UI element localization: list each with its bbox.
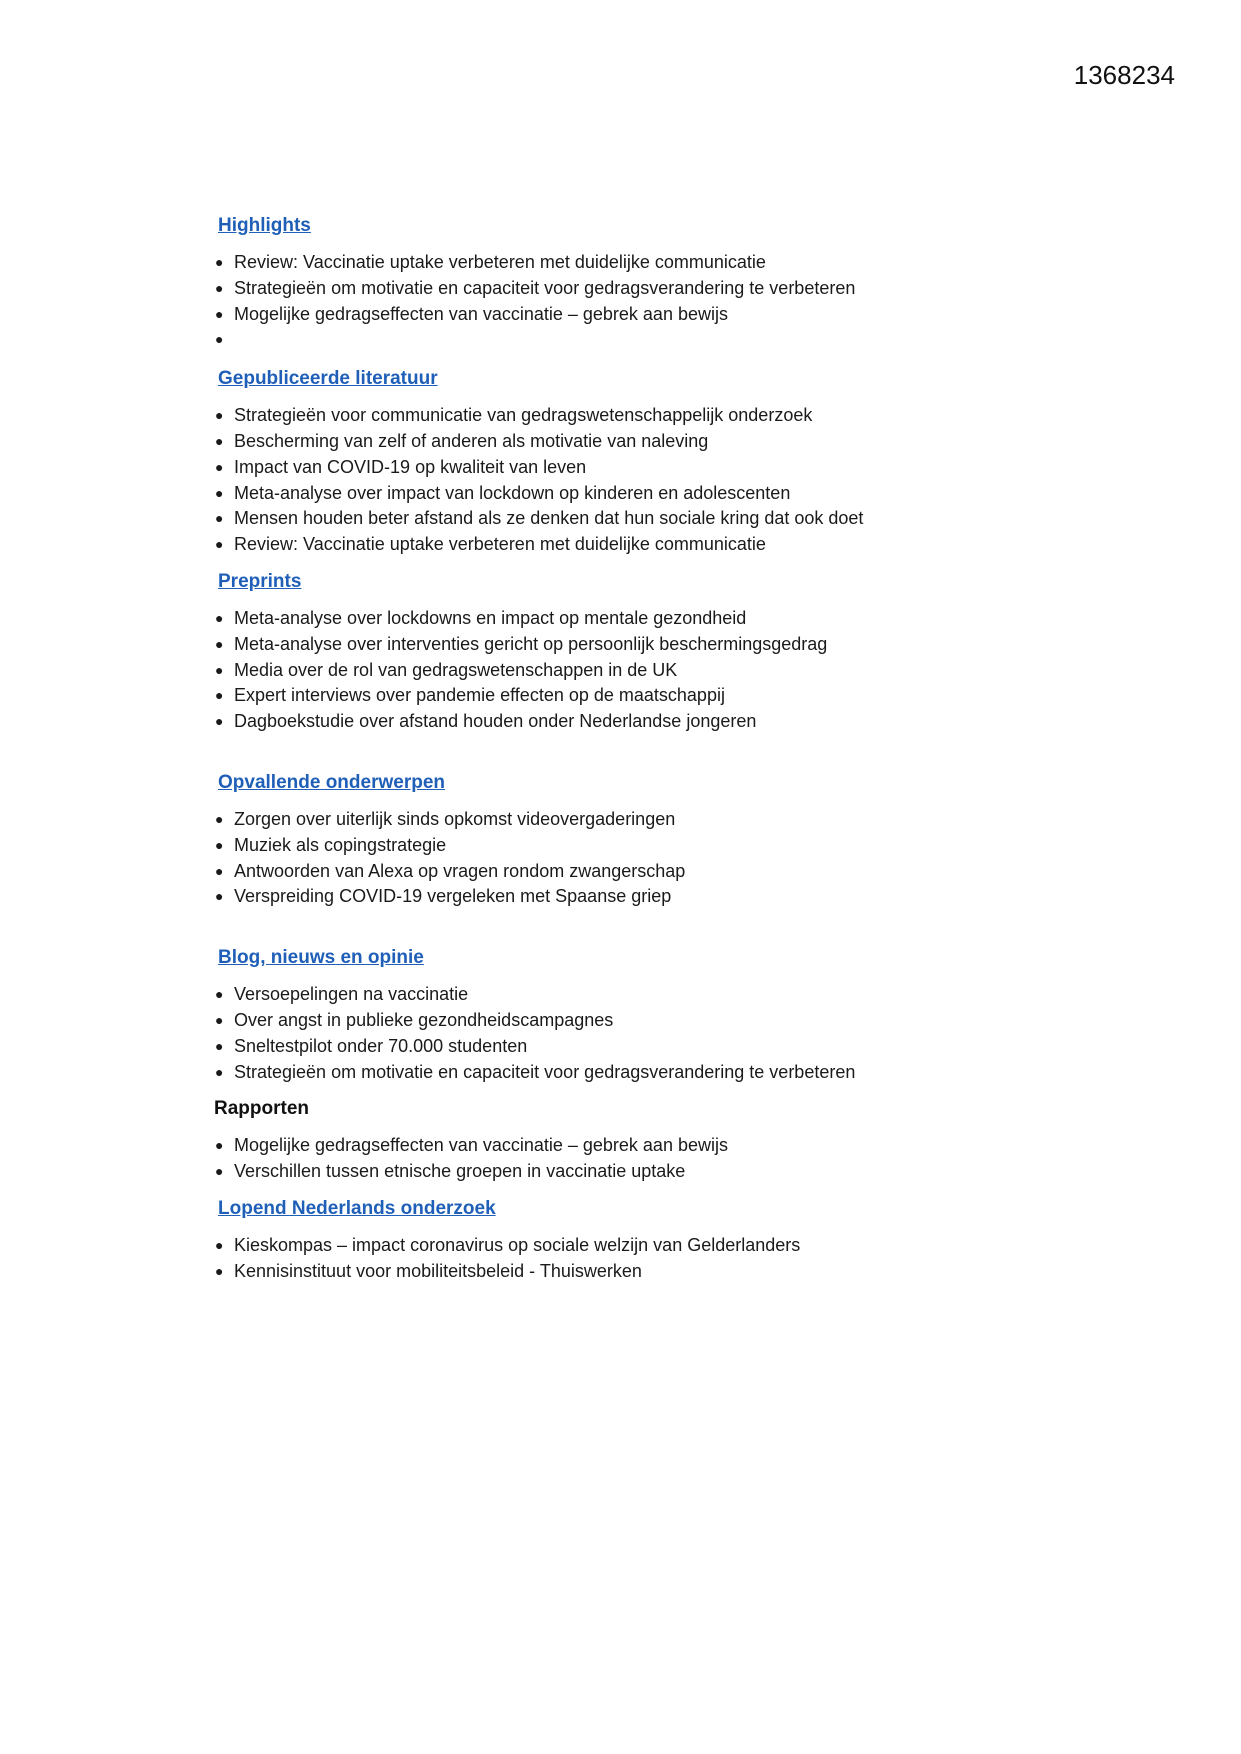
- bullet-icon: ●: [215, 713, 224, 730]
- bullet-icon: ●: [215, 862, 224, 879]
- document-body: [212, 214, 1032, 1285]
- list-item[interactable]: ● Mogelijke gedragseffecten van vaccinatie – gebrek aan bewijs: [212, 302, 1032, 328]
- bullet-icon: ●: [215, 407, 224, 424]
- heading-link-highlights[interactable]: Highlights: [218, 215, 311, 236]
- bullet-icon: ●: [215, 1137, 224, 1154]
- list-item[interactable]: ● Kennisinstituut voor mobiliteitsbeleid - Thuiswerken: [212, 1259, 1032, 1285]
- reports-list: [212, 1133, 1032, 1185]
- bullet-icon: ●: [215, 331, 224, 348]
- bullet-icon: ●: [215, 484, 224, 501]
- list-item[interactable]: ● Antwoorden van Alexa op vragen rondom zwangerschap: [212, 859, 1032, 885]
- list-item[interactable]: ● Muziek als copingstrategie: [212, 833, 1032, 859]
- section-preprints: [212, 570, 1032, 735]
- bullet-icon: ●: [215, 279, 224, 296]
- bullet-icon: ●: [215, 305, 224, 322]
- list-item[interactable]: ● Meta-analyse over interventies gericht op persoonlijk beschermingsgedrag: [212, 632, 1032, 658]
- list-item[interactable]: ● Over angst in publieke gezondheidscampagnes: [212, 1008, 1032, 1034]
- section-ongoing-dutch-research: [212, 1197, 1032, 1285]
- heading-link-blog-news-opinion[interactable]: Blog, nieuws en opinie: [218, 947, 424, 969]
- list-item[interactable]: ● Dagboekstudie over afstand houden onder Nederlandse jongeren: [212, 709, 1032, 735]
- heading-link-ongoing-dutch-research[interactable]: Lopend Nederlands onderzoek: [218, 1197, 496, 1219]
- section-published-literature: [212, 367, 1032, 558]
- bullet-icon: ●: [215, 888, 224, 905]
- bullet-icon: ●: [215, 458, 224, 475]
- bullet-icon: ●: [215, 1236, 224, 1253]
- list-item[interactable]: ● Zorgen over uiterlijk sinds opkomst videovergaderingen: [212, 807, 1032, 833]
- blog-news-opinion-list: [212, 982, 1032, 1085]
- list-item[interactable]: ● Strategieën om motivatie en capaciteit voor gedragsverandering te verbeteren: [212, 276, 1032, 302]
- bullet-icon: ●: [215, 1262, 224, 1279]
- section-notable-topics: [212, 771, 1032, 910]
- list-item[interactable]: ● Sneltestpilot onder 70.000 studenten: [212, 1034, 1032, 1060]
- notable-topics-list: [212, 807, 1032, 910]
- published-literature-list: [212, 403, 1032, 558]
- section-reports: [212, 1097, 1032, 1185]
- list-item[interactable]: ● Versoepelingen na vaccinatie: [212, 982, 1032, 1008]
- bullet-icon: ●: [215, 986, 224, 1003]
- list-item[interactable]: ● Bescherming van zelf of anderen als motivatie van naleving: [212, 429, 1032, 455]
- bullet-icon: ●: [215, 432, 224, 449]
- list-item[interactable]: ● Verschillen tussen etnische groepen in vaccinatie uptake: [212, 1159, 1032, 1185]
- list-item[interactable]: ● Review: Vaccinatie uptake verbeteren met duidelijke communicatie: [212, 250, 1032, 276]
- bullet-icon: ●: [215, 836, 224, 853]
- preprints-list: [212, 606, 1032, 735]
- list-item[interactable]: ● Review: Vaccinatie uptake verbeteren met duidelijke communicatie: [212, 532, 1032, 558]
- bullet-icon: ●: [215, 687, 224, 704]
- list-item[interactable]: ● Media over de rol van gedragswetenschappen in de UK: [212, 658, 1032, 684]
- heading-reports: Rapporten: [214, 1098, 309, 1120]
- heading-link-preprints[interactable]: Preprints: [218, 570, 302, 592]
- bullet-icon: ●: [215, 1163, 224, 1180]
- list-item[interactable]: ● Strategieën om motivatie en capaciteit voor gedragsverandering te verbeteren: [212, 1060, 1032, 1086]
- heading-link-published-literature[interactable]: Gepubliceerde literatuur: [218, 368, 438, 390]
- list-item[interactable]: ● Meta-analyse over impact van lockdown op kinderen en adolescenten: [212, 481, 1032, 507]
- list-item[interactable]: ● Verspreiding COVID-19 vergeleken met Spaanse griep: [212, 884, 1032, 910]
- list-item[interactable]: ● Expert interviews over pandemie effecten op de maatschappij: [212, 683, 1032, 709]
- highlights-list: [212, 250, 1032, 353]
- bullet-icon: ●: [215, 661, 224, 678]
- bullet-icon: ●: [215, 609, 224, 626]
- list-item[interactable]: ● Kieskompas – impact coronavirus op sociale welzijn van Gelderlanders: [212, 1233, 1032, 1259]
- bullet-icon: ●: [215, 510, 224, 527]
- ongoing-dutch-research-list: [212, 1233, 1032, 1285]
- bullet-icon: ●: [215, 1063, 224, 1080]
- list-item[interactable]: ● Mogelijke gedragseffecten van vaccinatie – gebrek aan bewijs: [212, 1133, 1032, 1159]
- heading-link-notable-topics[interactable]: Opvallende onderwerpen: [218, 771, 445, 793]
- bullet-icon: ●: [215, 1011, 224, 1028]
- list-item[interactable]: ● Strategieën voor communicatie van gedragswetenschappelijk onderzoek: [212, 403, 1032, 429]
- list-item[interactable]: ● Impact van COVID-19 op kwaliteit van leven: [212, 455, 1032, 481]
- bullet-icon: ●: [215, 254, 224, 270]
- section-highlights: [212, 214, 1032, 353]
- list-item-empty: [212, 327, 1032, 353]
- bullet-icon: ●: [215, 1037, 224, 1054]
- document-number: 1368234: [1073, 60, 1175, 90]
- list-item[interactable]: ● Mensen houden beter afstand als ze denken dat hun sociale kring dat ook doet: [212, 506, 1032, 532]
- bullet-icon: ●: [215, 810, 224, 827]
- bullet-icon: ●: [215, 635, 224, 652]
- section-blog-news-opinion: [212, 946, 1032, 1085]
- bullet-icon: ●: [215, 536, 224, 553]
- list-item[interactable]: ● Meta-analyse over lockdowns en impact op mentale gezondheid: [212, 606, 1032, 632]
